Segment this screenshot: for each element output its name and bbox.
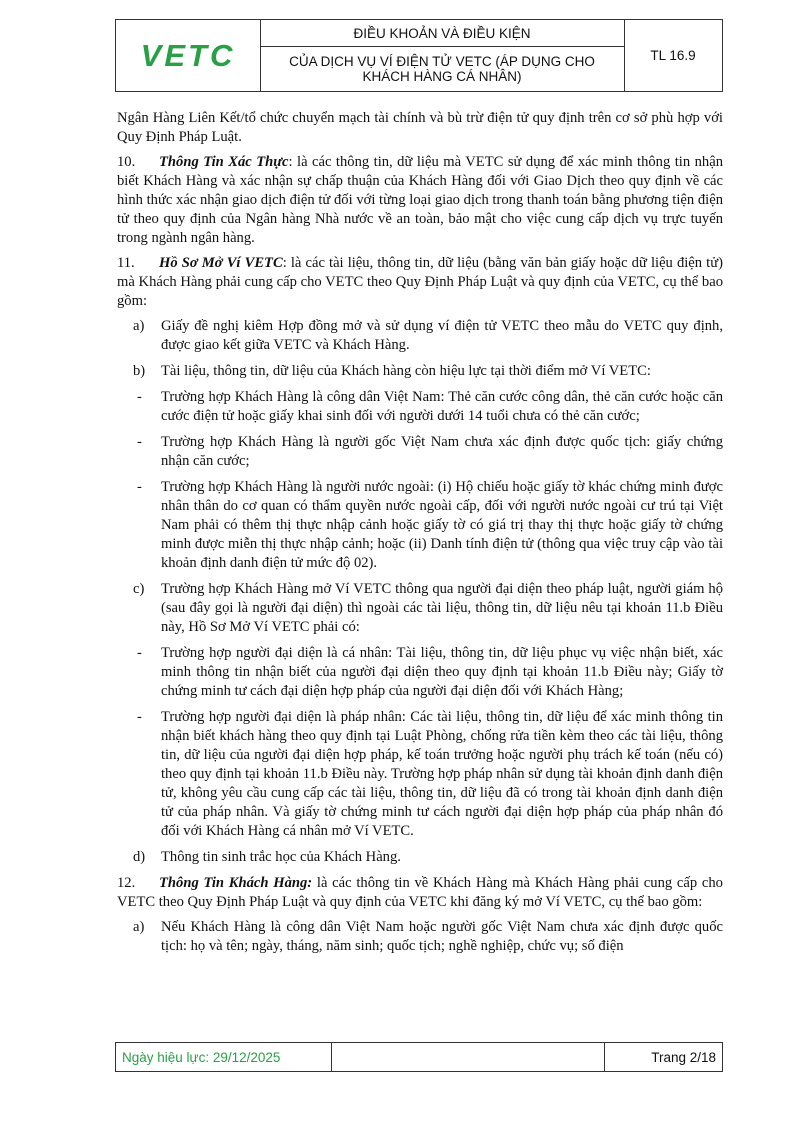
dash-item xyxy=(117,644,723,701)
document-header xyxy=(115,19,723,92)
defined-term: Thông Tin Xác Thực xyxy=(159,154,289,170)
section-12 xyxy=(117,874,723,912)
dash-item xyxy=(117,478,723,573)
dash-marker: - xyxy=(137,709,142,725)
section-number: 12. xyxy=(117,875,136,891)
document-body xyxy=(117,109,723,963)
document-code: TL 16.9 xyxy=(650,48,696,63)
section-11 xyxy=(117,254,723,311)
item-label: c) xyxy=(133,581,145,597)
section-text: là các thông tin về Khách Hàng mà Khách Hàng phải cung cấp cho VETC theo Quy Định Pháp Luật và quy định của VETC khi đăng ký mở Ví VETC, cụ thể bao gồm: xyxy=(117,875,723,910)
item-text: Trường hợp Khách Hàng là người nước ngoài: (i) Hộ chiếu hoặc giấy tờ khác chứng minh được nhân thân do cơ quan có thẩm quyền nước ngoài cấp, đối với người nước ngoài cư trú tại Việt Nam phải có thêm thị thực nhập cảnh hoặc giấy tờ có giá trị thay thị thực hoặc giấy tờ chứng minh được miễn thị thực nhập cảnh; hoặc (ii) Danh tính điện tử (thông qua việc truy cập vào tài khoản định danh điện tử mức độ 02). xyxy=(161,479,723,571)
item-text: Trường hợp Khách Hàng mở Ví VETC thông qua người đại diện theo pháp luật, người giám hộ (sau đây gọi là người đại diện) thì ngoài các tài liệu, thông tin, dữ liệu nêu tại khoản 11.b Điều này, Hồ Sơ Mở Ví VETC phải có: xyxy=(161,581,723,635)
dash-marker: - xyxy=(137,389,142,405)
section-text: : là các tài liệu, thông tin, dữ liệu (bằng văn bản giấy hoặc dữ liệu điện tử) mà Khách Hàng phải cung cấp cho VETC theo Quy Định Pháp Luật và quy định của VETC, cụ thể bao gồm: xyxy=(117,255,723,309)
item-text: Trường hợp người đại diện là pháp nhân: Các tài liệu, thông tin, dữ liệu để xác minh thông tin nhận biết khách hàng theo quy định tại Luật Phòng, chống rửa tiền kèm theo các tài liệu, thông tin, dữ liệu của người đại diện hợp pháp, kế toán trưởng hoặc người phụ trách kế toán (nếu có) theo quy định tại khoản 11.b Điều này. Trường hợp pháp nhân sử dụng tài khoản định danh điện tử, không yêu cầu cung cấp các tài liệu, thông tin, dữ liệu đã có trong tài khoản định danh điện tử của pháp nhân. Và giấy tờ chứng minh tư cách người đại diện hợp pháp của pháp nhân đó đối với Khách Hàng cá nhân mở Ví VETC. xyxy=(161,709,723,839)
effective-date: Ngày hiệu lực: 29/12/2025 xyxy=(116,1043,332,1071)
document-subtitle: CỦA DỊCH VỤ VÍ ĐIỆN TỬ VETC (ÁP DỤNG CHO KHÁCH HÀNG CÁ NHÂN) xyxy=(289,54,595,84)
item-text: Trường hợp người đại diện là cá nhân: Tài liệu, thông tin, dữ liệu phục vụ việc nhận biết, xác minh thông tin nhận biết của người đại diện theo quy định tại khoản 11.b Điều này; Giấy tờ chứng minh tư cách đại diện hợp pháp của người đại diện đối với Khách Hàng; xyxy=(161,645,723,699)
item-text: Tài liệu, thông tin, dữ liệu của Khách hàng còn hiệu lực tại thời điểm mở Ví VETC: xyxy=(161,363,651,379)
document-title: ĐIỀU KHOẢN VÀ ĐIỀU KIỆN xyxy=(260,20,624,47)
dash-marker: - xyxy=(137,645,142,661)
item-text: Nếu Khách Hàng là công dân Việt Nam hoặc người gốc Việt Nam chưa xác định được quốc tịch: họ và tên; ngày, tháng, năm sinh; quốc tịch; nghề nghiệp, chức vụ; số điện xyxy=(161,919,723,954)
item-label: a) xyxy=(133,318,145,334)
list-item xyxy=(117,918,723,956)
defined-term: Hồ Sơ Mở Ví VETC xyxy=(159,255,283,271)
section-number: 11. xyxy=(117,255,135,271)
list-item xyxy=(117,362,723,381)
list-item xyxy=(117,848,723,867)
item-label: d) xyxy=(133,849,146,865)
item-text: Trường hợp Khách Hàng là công dân Việt Nam: Thẻ căn cước công dân, thẻ căn cước hoặc căn cước điện tử hoặc giấy khai sinh đối với người dưới 14 tuổi chưa có thẻ căn cước; xyxy=(161,389,723,424)
intro-paragraph: Ngân Hàng Liên Kết/tổ chức chuyển mạch tài chính và bù trừ điện tử quy định trên cơ sở phù hợp với Quy Định Pháp Luật. xyxy=(117,110,723,145)
list-item xyxy=(117,580,723,637)
item-text: Giấy đề nghị kiêm Hợp đồng mở và sử dụng ví điện tử VETC theo mẫu do VETC quy định, được giao kết giữa VETC và Khách Hàng. xyxy=(161,318,723,353)
section-10 xyxy=(117,153,723,248)
item-label: b) xyxy=(133,363,146,379)
document-footer xyxy=(115,1042,723,1072)
dash-item xyxy=(117,433,723,471)
dash-marker: - xyxy=(137,434,142,450)
item-text: Thông tin sinh trắc học của Khách Hàng. xyxy=(161,849,401,865)
list-item xyxy=(117,317,723,355)
section-number: 10. xyxy=(117,154,136,170)
dash-item xyxy=(117,388,723,426)
defined-term: Thông Tin Khách Hàng: xyxy=(159,875,313,891)
section-text: : là các thông tin, dữ liệu mà VETC sử dụng để xác minh thông tin nhận biết Khách Hàng và xác nhận sự chấp thuận của Khách Hàng đối với Giao Dịch theo quy định về các hình thức xác nhận giao dịch điện tử đối với từng loại giao dịch trong thanh toán bằng phương tiện điện tử theo quy định của Ngân hàng Nhà nước về an toàn, bảo mật cho việc cung cấp dịch vụ trực tuyến trong ngành ngân hàng. xyxy=(117,154,723,246)
dash-item xyxy=(117,708,723,841)
footer-empty-cell xyxy=(332,1043,605,1071)
item-text: Trường hợp Khách Hàng là người gốc Việt Nam chưa xác định được quốc tịch: giấy chứng nhận căn cước; xyxy=(161,434,723,469)
dash-marker: - xyxy=(137,479,142,495)
item-label: a) xyxy=(133,919,145,935)
page-number: Trang 2/18 xyxy=(651,1049,716,1065)
title-cell xyxy=(260,20,625,91)
logo-cell xyxy=(116,20,261,91)
vetc-logo: VETC xyxy=(140,37,236,73)
